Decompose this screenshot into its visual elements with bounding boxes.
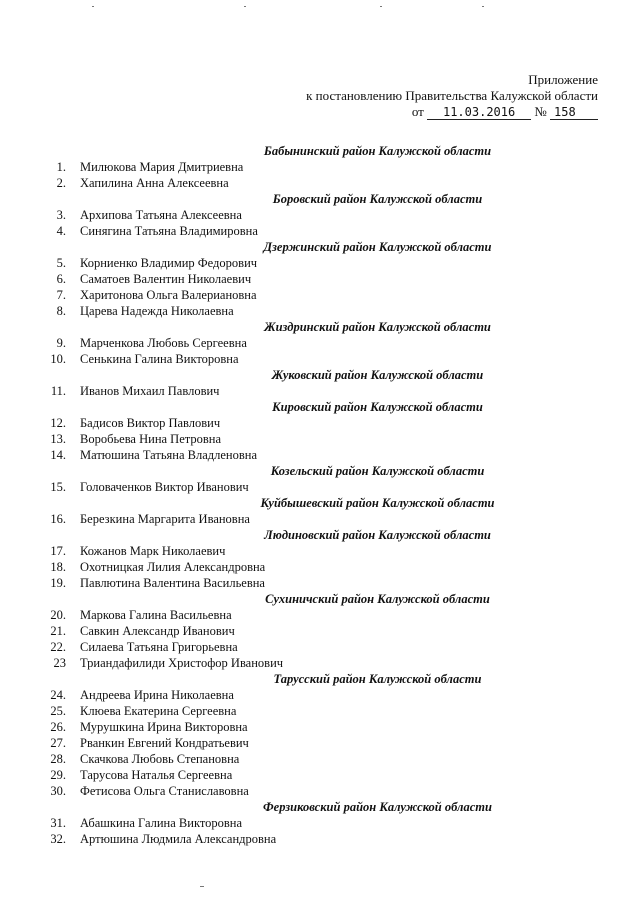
list-item xyxy=(50,719,595,735)
item-number: 2. xyxy=(56,176,66,190)
list-item xyxy=(50,415,595,431)
district-heading: Тарусский район Калужской области xyxy=(273,672,482,686)
person-name: Архипова Татьяна Алексеевна xyxy=(80,208,242,222)
list-item xyxy=(50,783,595,799)
list-item xyxy=(50,767,595,783)
person-name: Милюкова Мария Дмитриевна xyxy=(80,160,244,174)
item-number: 13. xyxy=(50,432,66,446)
resolution-reference: к постановлению Правительства Калужской области xyxy=(306,88,598,103)
document-header xyxy=(258,72,598,120)
person-name: Хапилина Анна Алексеевна xyxy=(80,176,229,190)
person-name: Марченкова Любовь Сергеевна xyxy=(80,336,247,350)
item-number: 31. xyxy=(50,816,66,830)
date-number-line xyxy=(258,104,598,120)
item-number: 19. xyxy=(50,576,66,590)
person-name: Рванкин Евгений Кондратьевич xyxy=(80,736,249,750)
item-number: 20. xyxy=(50,608,66,622)
district-heading: Козельский район Калужской области xyxy=(270,464,485,478)
resolution-number: 158 xyxy=(550,105,598,120)
list-item xyxy=(50,351,595,367)
person-name: Саматоев Валентин Николаевич xyxy=(80,272,252,286)
list-item xyxy=(50,735,595,751)
item-number: 12. xyxy=(50,416,66,430)
list-item xyxy=(50,447,595,463)
item-number: 5. xyxy=(56,256,66,270)
resolution-date: 11.03.2016 xyxy=(427,105,531,120)
item-number: 10. xyxy=(50,352,66,366)
person-name: Абашкина Галина Викторовна xyxy=(80,816,243,830)
person-name: Павлютина Валентина Васильевна xyxy=(80,576,265,590)
district-heading: Людиновский район Калужской области xyxy=(264,528,491,542)
list-item xyxy=(50,431,595,447)
ot-label: от xyxy=(411,104,424,119)
list-item xyxy=(50,271,595,287)
item-number: 27. xyxy=(50,736,66,750)
scan-speck xyxy=(244,6,246,7)
district-heading: Сухиничский район Калужской области xyxy=(265,592,490,606)
scan-speck xyxy=(92,6,94,7)
list-item xyxy=(50,703,595,719)
list-item xyxy=(50,383,595,399)
list-item xyxy=(50,575,595,591)
person-name: Корниенко Владимир Федорович xyxy=(80,256,258,270)
person-name: Охотницкая Лилия Александровна xyxy=(80,560,266,574)
district-heading: Боровский район Калужской области xyxy=(272,192,483,206)
item-number: 26. xyxy=(50,720,66,734)
item-number: 21. xyxy=(50,624,66,638)
number-label: № xyxy=(534,104,547,119)
item-number: 3. xyxy=(56,208,66,222)
list-item xyxy=(50,223,595,239)
person-name: Бадисов Виктор Павлович xyxy=(80,416,221,430)
list-item xyxy=(50,255,595,271)
item-number: 1. xyxy=(56,160,66,174)
scan-speck xyxy=(482,6,484,7)
scan-speck xyxy=(200,886,204,887)
district-heading: Бабынинский район Калужской области xyxy=(263,144,492,158)
item-number: 24. xyxy=(50,688,66,702)
person-name: Сенькина Галина Викторовна xyxy=(80,352,239,366)
list-item xyxy=(50,207,595,223)
list-item xyxy=(50,543,595,559)
list-item xyxy=(50,815,595,831)
person-name: Мурушкина Ирина Викторовна xyxy=(80,720,248,734)
district-heading: Жиздринский район Калужской области xyxy=(264,320,491,334)
list-item xyxy=(50,751,595,767)
item-number: 9. xyxy=(56,336,66,350)
district-heading: Ферзиковский район Калужской области xyxy=(263,800,492,814)
district-heading: Дзержинский район Калужской области xyxy=(263,240,492,254)
item-number: 14. xyxy=(50,448,66,462)
person-name: Кожанов Марк Николаевич xyxy=(80,544,226,558)
appendix-title: Приложение xyxy=(528,72,598,87)
item-number: 28. xyxy=(50,752,66,766)
list-item xyxy=(50,559,595,575)
item-number: 32. xyxy=(50,832,66,846)
person-name: Триандафилиди Христофор Иванович xyxy=(80,656,284,670)
person-name: Воробьева Нина Петровна xyxy=(80,432,222,446)
person-name: Харитонова Ольга Валериановна xyxy=(80,288,257,302)
district-heading: Жуковский район Калужской области xyxy=(271,368,484,382)
person-name: Савкин Александр Иванович xyxy=(80,624,235,638)
list-item xyxy=(50,335,595,351)
list-item xyxy=(50,303,595,319)
person-name: Головаченков Виктор Иванович xyxy=(80,480,249,494)
item-number: 4. xyxy=(56,224,66,238)
item-number: 22. xyxy=(50,640,66,654)
person-name: Царева Надежда Николаевна xyxy=(80,304,234,318)
person-name: Андреева Ирина Николаевна xyxy=(80,688,234,702)
list-item xyxy=(50,623,595,639)
person-name: Березкина Маргарита Ивановна xyxy=(80,512,250,526)
scan-speck xyxy=(380,6,382,7)
item-number: 15. xyxy=(50,480,66,494)
list-item xyxy=(50,655,595,671)
item-number: 7. xyxy=(56,288,66,302)
item-number: 25. xyxy=(50,704,66,718)
district-heading: Куйбышевский район Калужской области xyxy=(260,496,495,510)
item-number: 17. xyxy=(50,544,66,558)
district-list xyxy=(50,143,595,847)
person-name: Фетисова Ольга Станиславовна xyxy=(80,784,249,798)
list-item xyxy=(50,159,595,175)
person-name: Клюева Екатерина Сергеевна xyxy=(80,704,237,718)
list-item xyxy=(50,479,595,495)
list-item xyxy=(50,687,595,703)
item-number: 11. xyxy=(50,384,66,398)
list-item xyxy=(50,607,595,623)
item-number: 8. xyxy=(56,304,66,318)
person-name: Иванов Михаил Павлович xyxy=(80,384,220,398)
item-number: 16. xyxy=(50,512,66,526)
person-name: Артюшина Людмила Александровна xyxy=(80,832,277,846)
item-number: 29. xyxy=(50,768,66,782)
list-item xyxy=(50,639,595,655)
item-number: 23 xyxy=(53,656,66,670)
list-item xyxy=(50,831,595,847)
list-item xyxy=(50,511,595,527)
list-item xyxy=(50,175,595,191)
list-item xyxy=(50,287,595,303)
person-name: Скачкова Любовь Степановна xyxy=(80,752,240,766)
item-number: 30. xyxy=(50,784,66,798)
item-number: 6. xyxy=(56,272,66,286)
person-name: Синягина Татьяна Владимировна xyxy=(80,224,258,238)
person-name: Силаева Татьяна Григорьевна xyxy=(80,640,238,654)
person-name: Маркова Галина Васильевна xyxy=(80,608,232,622)
district-heading: Кировский район Калужской области xyxy=(272,400,483,414)
item-number: 18. xyxy=(50,560,66,574)
person-name: Матюшина Татьяна Владленовна xyxy=(80,448,257,462)
person-name: Тарусова Наталья Сергеевна xyxy=(80,768,233,782)
